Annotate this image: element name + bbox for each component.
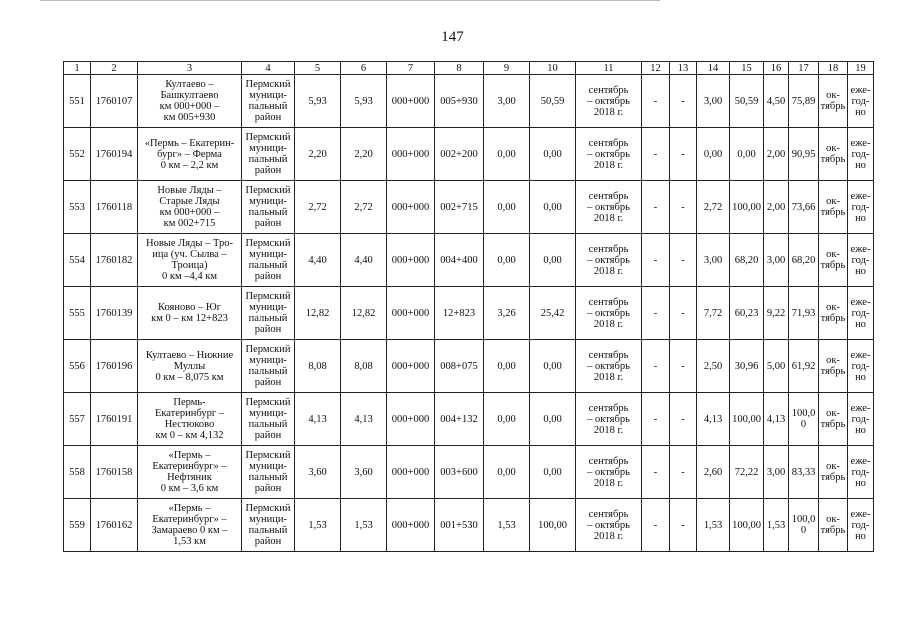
length-total-cell: 1,53 (341, 499, 387, 552)
month-cell: ок- тябрь (819, 287, 848, 340)
row-number-cell: 556 (64, 340, 91, 393)
table-row (64, 446, 874, 499)
value-col14-cell: 3,00 (697, 234, 730, 287)
value-col14-cell: 7,72 (697, 287, 730, 340)
top-rule (40, 0, 660, 1)
value-col10-cell: 0,00 (530, 234, 576, 287)
start-km-cell: 000+000 (387, 128, 435, 181)
length-cell: 4,13 (295, 393, 341, 446)
month-cell: ок- тябрь (819, 75, 848, 128)
value-col9-cell: 3,26 (484, 287, 530, 340)
road-name-cell: Пермь- Екатеринбург – Нестюково км 0 – км 4,132 (138, 393, 242, 446)
value-col14-cell: 2,50 (697, 340, 730, 393)
value-col15-cell: 100,00 (730, 499, 764, 552)
road-id-cell: 1760118 (91, 181, 138, 234)
end-km-cell: 003+600 (435, 446, 484, 499)
frequency-cell: еже- год- но (848, 234, 874, 287)
value-col16-cell: 2,00 (764, 181, 789, 234)
length-cell: 3,60 (295, 446, 341, 499)
frequency-cell: еже- год- но (848, 393, 874, 446)
value-col10-cell: 0,00 (530, 181, 576, 234)
column-number-14: 14 (697, 62, 730, 75)
value-col16-cell: 2,00 (764, 128, 789, 181)
column-number-3: 3 (138, 62, 242, 75)
month-cell: ок- тябрь (819, 128, 848, 181)
value-col14-cell: 1,53 (697, 499, 730, 552)
road-id-cell: 1760196 (91, 340, 138, 393)
column-number-12: 12 (642, 62, 670, 75)
end-km-cell: 004+400 (435, 234, 484, 287)
row-number-cell: 551 (64, 75, 91, 128)
length-total-cell: 2,20 (341, 128, 387, 181)
road-id-cell: 1760158 (91, 446, 138, 499)
row-number-cell: 553 (64, 181, 91, 234)
value-col16-cell: 3,00 (764, 234, 789, 287)
end-km-cell: 002+715 (435, 181, 484, 234)
road-id-cell: 1760182 (91, 234, 138, 287)
value-col17-cell: 100,0 0 (789, 499, 819, 552)
value-col9-cell: 1,53 (484, 499, 530, 552)
column-number-11: 11 (576, 62, 642, 75)
dash-col12-cell: - (642, 446, 670, 499)
period-cell: сентябрь – октябрь 2018 г. (576, 128, 642, 181)
column-number-9: 9 (484, 62, 530, 75)
dash-col13-cell: - (670, 234, 697, 287)
length-cell: 5,93 (295, 75, 341, 128)
length-cell: 4,40 (295, 234, 341, 287)
value-col10-cell: 25,42 (530, 287, 576, 340)
period-cell: сентябрь – октябрь 2018 г. (576, 234, 642, 287)
end-km-cell: 004+132 (435, 393, 484, 446)
column-number-13: 13 (670, 62, 697, 75)
length-total-cell: 3,60 (341, 446, 387, 499)
column-number-10: 10 (530, 62, 576, 75)
length-cell: 2,20 (295, 128, 341, 181)
value-col15-cell: 50,59 (730, 75, 764, 128)
frequency-cell: еже- год- но (848, 287, 874, 340)
table-row (64, 499, 874, 552)
length-total-cell: 4,40 (341, 234, 387, 287)
value-col10-cell: 0,00 (530, 446, 576, 499)
column-number-8: 8 (435, 62, 484, 75)
length-total-cell: 4,13 (341, 393, 387, 446)
length-cell: 8,08 (295, 340, 341, 393)
start-km-cell: 000+000 (387, 287, 435, 340)
value-col10-cell: 100,00 (530, 499, 576, 552)
month-cell: ок- тябрь (819, 393, 848, 446)
value-col17-cell: 100,0 0 (789, 393, 819, 446)
dash-col12-cell: - (642, 499, 670, 552)
value-col16-cell: 4,13 (764, 393, 789, 446)
road-name-cell: «Пермь – Екатеринбург» – Нефтяник 0 км – 3,6 км (138, 446, 242, 499)
table-row (64, 340, 874, 393)
dash-col12-cell: - (642, 75, 670, 128)
road-name-cell: Новые Ляды – Тро- ица (уч. Сылва – Троица) 0 км –4,4 км (138, 234, 242, 287)
month-cell: ок- тябрь (819, 499, 848, 552)
month-cell: ок- тябрь (819, 446, 848, 499)
row-number-cell: 554 (64, 234, 91, 287)
road-id-cell: 1760139 (91, 287, 138, 340)
length-cell: 12,82 (295, 287, 341, 340)
dash-col12-cell: - (642, 393, 670, 446)
value-col9-cell: 0,00 (484, 340, 530, 393)
value-col14-cell: 3,00 (697, 75, 730, 128)
value-col9-cell: 0,00 (484, 234, 530, 287)
value-col15-cell: 72,22 (730, 446, 764, 499)
row-number-cell: 552 (64, 128, 91, 181)
dash-col13-cell: - (670, 340, 697, 393)
length-cell: 1,53 (295, 499, 341, 552)
value-col10-cell: 0,00 (530, 393, 576, 446)
district-cell: Пермский муници- пальный район (242, 446, 295, 499)
value-col16-cell: 4,50 (764, 75, 789, 128)
frequency-cell: еже- год- но (848, 128, 874, 181)
frequency-cell: еже- год- но (848, 446, 874, 499)
dash-col13-cell: - (670, 181, 697, 234)
value-col10-cell: 0,00 (530, 340, 576, 393)
road-name-cell: Кояново – Юг км 0 – км 12+823 (138, 287, 242, 340)
period-cell: сентябрь – октябрь 2018 г. (576, 499, 642, 552)
row-number-cell: 557 (64, 393, 91, 446)
value-col15-cell: 30,96 (730, 340, 764, 393)
road-name-cell: Култаево – Башкултаево км 000+000 – км 005+930 (138, 75, 242, 128)
value-col17-cell: 75,89 (789, 75, 819, 128)
value-col14-cell: 2,60 (697, 446, 730, 499)
frequency-cell: еже- год- но (848, 181, 874, 234)
column-number-15: 15 (730, 62, 764, 75)
period-cell: сентябрь – октябрь 2018 г. (576, 393, 642, 446)
end-km-cell: 001+530 (435, 499, 484, 552)
row-number-cell: 559 (64, 499, 91, 552)
value-col15-cell: 100,00 (730, 181, 764, 234)
end-km-cell: 005+930 (435, 75, 484, 128)
value-col17-cell: 68,20 (789, 234, 819, 287)
road-name-cell: «Пермь – Екатерин- бург» – Ферма 0 км – 2,2 км (138, 128, 242, 181)
dash-col12-cell: - (642, 287, 670, 340)
road-name-cell: Новые Ляды – Старые Ляды км 000+000 – км 002+715 (138, 181, 242, 234)
value-col17-cell: 73,66 (789, 181, 819, 234)
value-col15-cell: 0,00 (730, 128, 764, 181)
column-number-5: 5 (295, 62, 341, 75)
road-id-cell: 1760107 (91, 75, 138, 128)
value-col9-cell: 0,00 (484, 128, 530, 181)
column-number-18: 18 (819, 62, 848, 75)
table-row (64, 287, 874, 340)
value-col16-cell: 1,53 (764, 499, 789, 552)
value-col14-cell: 0,00 (697, 128, 730, 181)
value-col15-cell: 100,00 (730, 393, 764, 446)
dash-col13-cell: - (670, 499, 697, 552)
end-km-cell: 002+200 (435, 128, 484, 181)
period-cell: сентябрь – октябрь 2018 г. (576, 340, 642, 393)
period-cell: сентябрь – октябрь 2018 г. (576, 75, 642, 128)
value-col17-cell: 90,95 (789, 128, 819, 181)
column-number-1: 1 (64, 62, 91, 75)
district-cell: Пермский муници- пальный район (242, 128, 295, 181)
value-col15-cell: 68,20 (730, 234, 764, 287)
column-number-7: 7 (387, 62, 435, 75)
length-total-cell: 12,82 (341, 287, 387, 340)
value-col9-cell: 0,00 (484, 446, 530, 499)
start-km-cell: 000+000 (387, 393, 435, 446)
length-total-cell: 8,08 (341, 340, 387, 393)
value-col17-cell: 71,93 (789, 287, 819, 340)
column-number-4: 4 (242, 62, 295, 75)
district-cell: Пермский муници- пальный район (242, 287, 295, 340)
road-id-cell: 1760194 (91, 128, 138, 181)
length-cell: 2,72 (295, 181, 341, 234)
value-col10-cell: 50,59 (530, 75, 576, 128)
length-total-cell: 5,93 (341, 75, 387, 128)
road-name-cell: Култаево – Нижние Муллы 0 км – 8,075 км (138, 340, 242, 393)
period-cell: сентябрь – октябрь 2018 г. (576, 446, 642, 499)
value-col10-cell: 0,00 (530, 128, 576, 181)
district-cell: Пермский муници- пальный район (242, 340, 295, 393)
dash-col13-cell: - (670, 75, 697, 128)
district-cell: Пермский муници- пальный район (242, 181, 295, 234)
month-cell: ок- тябрь (819, 340, 848, 393)
value-col16-cell: 3,00 (764, 446, 789, 499)
value-col9-cell: 3,00 (484, 75, 530, 128)
period-cell: сентябрь – октябрь 2018 г. (576, 181, 642, 234)
dash-col13-cell: - (670, 287, 697, 340)
district-cell: Пермский муници- пальный район (242, 393, 295, 446)
end-km-cell: 008+075 (435, 340, 484, 393)
frequency-cell: еже- год- но (848, 75, 874, 128)
column-number-16: 16 (764, 62, 789, 75)
district-cell: Пермский муници- пальный район (242, 499, 295, 552)
start-km-cell: 000+000 (387, 340, 435, 393)
dash-col12-cell: - (642, 128, 670, 181)
dash-col13-cell: - (670, 446, 697, 499)
dash-col12-cell: - (642, 234, 670, 287)
end-km-cell: 12+823 (435, 287, 484, 340)
dash-col12-cell: - (642, 340, 670, 393)
value-col17-cell: 83,33 (789, 446, 819, 499)
page-number: 147 (441, 29, 464, 45)
row-number-cell: 555 (64, 287, 91, 340)
column-number-row (64, 62, 874, 75)
dash-col12-cell: - (642, 181, 670, 234)
month-cell: ок- тябрь (819, 234, 848, 287)
road-name-cell: «Пермь – Екатеринбург» – Замараево 0 км – 1,53 км (138, 499, 242, 552)
value-col15-cell: 60,23 (730, 287, 764, 340)
table-row (64, 128, 874, 181)
value-col16-cell: 5,00 (764, 340, 789, 393)
dash-col13-cell: - (670, 128, 697, 181)
column-number-17: 17 (789, 62, 819, 75)
column-number-2: 2 (91, 62, 138, 75)
column-number-6: 6 (341, 62, 387, 75)
value-col17-cell: 61,92 (789, 340, 819, 393)
dash-col13-cell: - (670, 393, 697, 446)
table-row (64, 393, 874, 446)
frequency-cell: еже- год- но (848, 340, 874, 393)
month-cell: ок- тябрь (819, 181, 848, 234)
start-km-cell: 000+000 (387, 446, 435, 499)
row-number-cell: 558 (64, 446, 91, 499)
value-col16-cell: 9,22 (764, 287, 789, 340)
table-row (64, 234, 874, 287)
district-cell: Пермский муници- пальный район (242, 234, 295, 287)
period-cell: сентябрь – октябрь 2018 г. (576, 287, 642, 340)
district-cell: Пермский муници- пальный район (242, 75, 295, 128)
value-col14-cell: 2,72 (697, 181, 730, 234)
road-register-table (63, 61, 874, 552)
start-km-cell: 000+000 (387, 499, 435, 552)
start-km-cell: 000+000 (387, 75, 435, 128)
start-km-cell: 000+000 (387, 234, 435, 287)
column-number-19: 19 (848, 62, 874, 75)
value-col9-cell: 0,00 (484, 393, 530, 446)
value-col14-cell: 4,13 (697, 393, 730, 446)
table-row (64, 181, 874, 234)
road-id-cell: 1760191 (91, 393, 138, 446)
frequency-cell: еже- год- но (848, 499, 874, 552)
road-id-cell: 1760162 (91, 499, 138, 552)
length-total-cell: 2,72 (341, 181, 387, 234)
start-km-cell: 000+000 (387, 181, 435, 234)
table-row (64, 75, 874, 128)
value-col9-cell: 0,00 (484, 181, 530, 234)
